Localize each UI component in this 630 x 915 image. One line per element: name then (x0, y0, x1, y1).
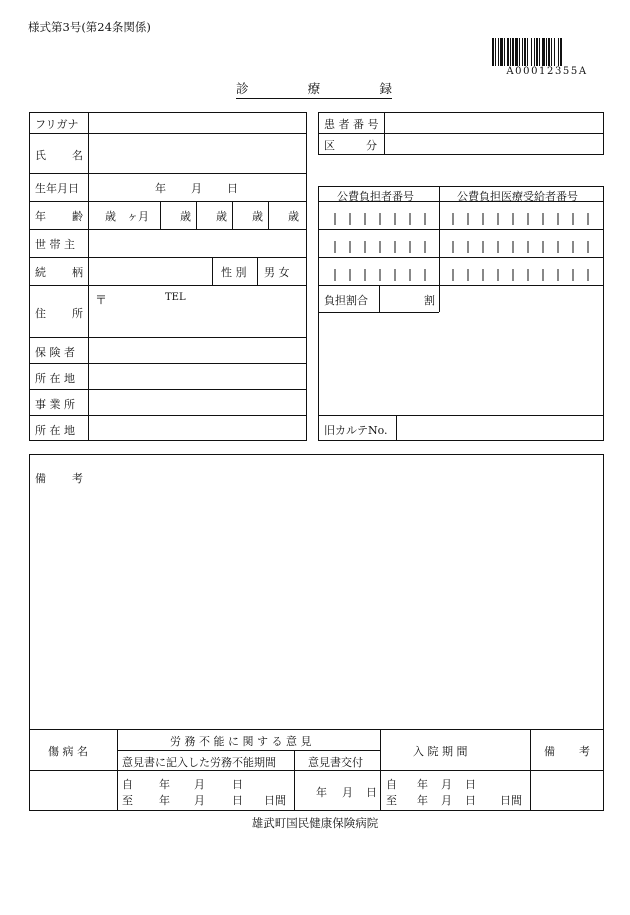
hospital-from: 自 (386, 778, 397, 791)
hospital-to-day: 日 (465, 794, 476, 807)
period-to: 至 (122, 794, 133, 807)
name-label-2: 名 (72, 149, 83, 162)
relation-label-1: 続 (35, 266, 46, 279)
title-char-2: 療 (307, 81, 321, 96)
period-from: 自 (122, 778, 133, 791)
period-to-year: 年 (159, 794, 170, 807)
period-to-day: 日 (232, 794, 243, 807)
hospital-to-month: 月 (441, 794, 452, 807)
tel-label: TEL (165, 292, 186, 303)
hospital-to: 至 (386, 794, 397, 807)
disease-name-label: 傷 病 名 (48, 745, 88, 758)
copay-ratio-label: 負担割合 (324, 294, 368, 307)
age-unit-3: 歳 (216, 210, 227, 223)
labor-incapacity-opinion-label: 労 務 不 能 に 関 す る 意 見 (170, 735, 312, 748)
hospital-name: 雄武町国民健康保険病院 (251, 816, 379, 830)
remarks-label-1: 備 (35, 472, 46, 485)
hospital-to-year: 年 (417, 794, 428, 807)
issued-month: 月 (342, 786, 353, 799)
form-id: 様式第3号(第24条関係) (28, 20, 151, 34)
name-field[interactable] (89, 113, 306, 133)
title-char-3: 録 (379, 81, 392, 96)
sex-options[interactable]: 男 女 (264, 266, 290, 279)
period-from-day: 日 (232, 778, 243, 791)
workplace-label: 事 業 所 (35, 398, 75, 411)
opinion-period-label: 意見書に記入した労務不能期間 (122, 756, 276, 769)
barcode-image (492, 38, 598, 66)
bottom-remarks-label-2: 考 (579, 745, 590, 758)
hospital-period-label: 入 院 期 間 (413, 745, 468, 758)
hospital-from-month: 月 (441, 778, 452, 791)
remarks-input-area[interactable] (30, 455, 603, 729)
opinion-issued-label: 意見書交付 (308, 756, 363, 769)
age-unit-5: 歳 (288, 210, 299, 223)
age-unit-4: 歳 (252, 210, 263, 223)
birthdate-label: 生年月日 (35, 182, 79, 195)
birth-day-unit: 日 (227, 182, 238, 195)
patient-number-label: 患 者 番 号 (324, 118, 379, 131)
birth-year-unit: 年 (155, 182, 166, 195)
name-label-1: 氏 (35, 149, 46, 162)
public-payer-number-label: 公費負担者番号 (337, 190, 414, 203)
age-unit-years: 歳 (105, 210, 116, 223)
patient-number-field[interactable] (385, 113, 603, 133)
workplace-location-label: 所 在 地 (35, 424, 75, 437)
old-chart-no-field[interactable] (397, 416, 603, 440)
relation-label-2: 柄 (72, 266, 83, 279)
remarks-label-2: 考 (72, 472, 83, 485)
insurer-location-label: 所 在 地 (35, 372, 75, 385)
age-label-2: 齢 (72, 210, 83, 223)
age-unit-2: 歳 (180, 210, 191, 223)
address-label-1: 住 (35, 307, 46, 320)
hospital-from-year: 年 (417, 778, 428, 791)
hospital-from-day: 日 (465, 778, 476, 791)
issued-day: 日 (366, 786, 377, 799)
public-recipient-number-label: 公費負担医療受給者番号 (457, 190, 578, 203)
insurer-label: 保 険 者 (35, 346, 75, 359)
householder-label: 世 帯 主 (35, 238, 75, 251)
bottom-remarks-label-1: 備 (544, 745, 555, 758)
period-from-month: 月 (194, 778, 205, 791)
age-unit-months: ヶ月 (127, 210, 149, 223)
postal-mark: 〒 (95, 293, 108, 307)
sex-label: 性 別 (221, 266, 247, 279)
age-label-1: 年 (35, 210, 46, 223)
period-to-month: 月 (194, 794, 205, 807)
title-char-1: 診 (236, 81, 249, 96)
name-input-area[interactable] (89, 134, 306, 173)
old-chart-no-label: 旧カルテNo. (324, 424, 388, 437)
period-days: 日間 (264, 794, 286, 807)
birth-month-unit: 月 (191, 182, 202, 195)
barcode-number: A00012355A (506, 66, 588, 77)
period-from-year: 年 (159, 778, 170, 791)
furigana-label: フリガナ (35, 118, 79, 131)
category-label-1: 区 (324, 139, 335, 152)
category-label-2: 分 (366, 139, 377, 152)
hospital-days: 日間 (500, 794, 522, 807)
document-title (236, 79, 392, 99)
copay-unit: 割 (424, 294, 435, 307)
issued-year: 年 (316, 786, 327, 799)
digit-tick-marks (318, 201, 604, 285)
address-label-2: 所 (72, 307, 83, 320)
